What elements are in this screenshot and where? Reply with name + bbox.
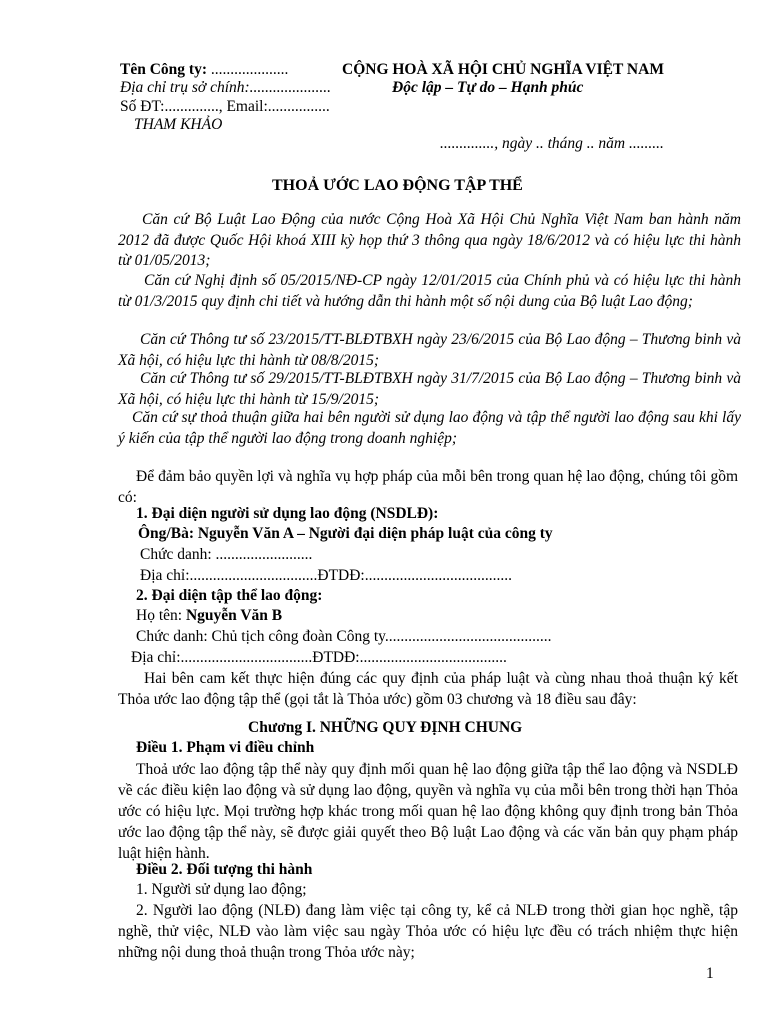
basis-labor-code: Căn cứ Bộ Luật Lao Động của nước Cộng Hoà Xã Hội Chủ Nghĩa Việt Nam ban hành năm 2012 đã được Quốc Hội khoá XIII kỳ họp thứ 3 thông qua ngày 18/6/2012 và có hiệu lực thi hành từ 01/05/2013; (118, 211, 741, 269)
party2-position: Chức danh: Chủ tịch công đoàn Công ty........................................... (136, 628, 552, 645)
basis-circular-23: Căn cứ Thông tư số 23/2015/TT-BLĐTBXH ngày 23/6/2015 của Bộ Lao động – Thương binh và Xã hội, có hiệu lực thi hành từ 08/8/2015; (118, 331, 741, 369)
page-number: 1 (706, 965, 714, 982)
basis-agreement: Căn cứ sự thoả thuận giữa hai bên người sử dụng lao động và tập thể người lao động sau khi lấy ý kiến của tập thể người lao động trong doanh nghiệp; (118, 409, 741, 447)
party1-name: Ông/Bà: Nguyễn Văn A – Người đại diện pháp luật của công ty (138, 525, 553, 542)
agreement-paragraph: Hai bên cam kết thực hiện đúng các quy định của pháp luật và cùng nhau thoả thuận ký kết Thỏa ước lao động tập thể (gọi tắt là Thỏa ước) gồm 03 chương và 18 điều sau đây: (118, 670, 738, 708)
document-title: THOẢ ƯỚC LAO ĐỘNG TẬP THỂ (272, 177, 523, 194)
date-line: .............., ngày .. tháng .. năm ......... (440, 135, 664, 152)
basis-circular-29: Căn cứ Thông tư số 29/2015/TT-BLĐTBXH ngày 31/7/2015 của Bộ Lao động – Thương binh và Xã hội, có hiệu lực thi hành từ 15/9/2015; (118, 370, 741, 408)
intro-paragraph: Để đảm bảo quyền lợi và nghĩa vụ hợp pháp của mỗi bên trong quan hệ lao động, chúng tôi gồm có: (118, 468, 738, 506)
article-1-text: Thoả ước lao động tập thể này quy định mối quan hệ lao động giữa tập thể lao động và NSDLĐ về các điều kiện lao động và sử dụng lao động, quyền và nghĩa vụ của mỗi bên trong thời hạn Thỏa ước có hiệu lực. Mọi trường hợp khác trong mối quan hệ lao động không quy định trong bản Thỏa ước lao động tập thể này, sẽ được giải quyết theo Bộ luật Lao động và các văn bản quy phạm pháp luật hiện hành. (118, 761, 738, 862)
party1-heading: 1. Đại diện người sử dụng lao động (NSDLĐ): (136, 505, 439, 522)
company-line (120, 60, 288, 80)
party2-address: Địa chỉ:..................................ĐTDĐ:...................................... (131, 649, 507, 666)
article-1-heading: Điều 1. Phạm vi điều chỉnh (136, 739, 315, 756)
company-phone-email: Số ĐT:.............., Email:................ (120, 98, 330, 115)
chapter-1-heading: Chương I. NHỮNG QUY ĐỊNH CHUNG (248, 719, 523, 736)
party2-name-label: Họ tên: (136, 607, 186, 624)
article-2-item-2: 2. Người lao động (NLĐ) đang làm việc tại công ty, kể cả NLĐ trong thời gian học nghề, tập nghề, thử việc, NLĐ vào làm việc sau ngày Thỏa ước có hiệu lực đều có trách nhiệm thực hiện những nội dung thoả thuận trong Thỏa ước này; (118, 902, 738, 961)
party2-name-line (136, 606, 282, 626)
party1-address: Địa chỉ:.................................ĐTDĐ:...................................... (140, 567, 512, 584)
company-address: Địa chỉ trụ sở chính:..................... (120, 79, 332, 96)
article-2-heading: Điều 2. Đối tượng thi hành (136, 861, 313, 878)
article-2-item-1: 1. Người sử dụng lao động; (136, 881, 307, 898)
party2-heading: 2. Đại diện tập thể lao động: (136, 587, 323, 604)
party2-name-value: Nguyễn Văn B (185, 607, 283, 624)
party2-heading-line (136, 586, 322, 606)
national-motto: Độc lập – Tự do – Hạnh phúc (392, 79, 584, 96)
basis-decree: Căn cứ Nghị định số 05/2015/NĐ-CP ngày 12/01/2015 của Chính phủ và có hiệu lực thi hành từ 01/3/2015 quy định chi tiết và hướng dẫn thi hành một số nội dung của Bộ luật Lao động; (118, 272, 741, 310)
party1-position: Chức danh: ......................... (140, 546, 313, 563)
company-value: .................... (206, 61, 289, 78)
company-label: Tên Công ty: (120, 61, 207, 78)
country-name: CỘNG HOÀ XÃ HỘI CHỦ NGHĨA VIỆT NAM (342, 61, 664, 78)
reference-watermark: THAM KHẢO (134, 116, 223, 133)
